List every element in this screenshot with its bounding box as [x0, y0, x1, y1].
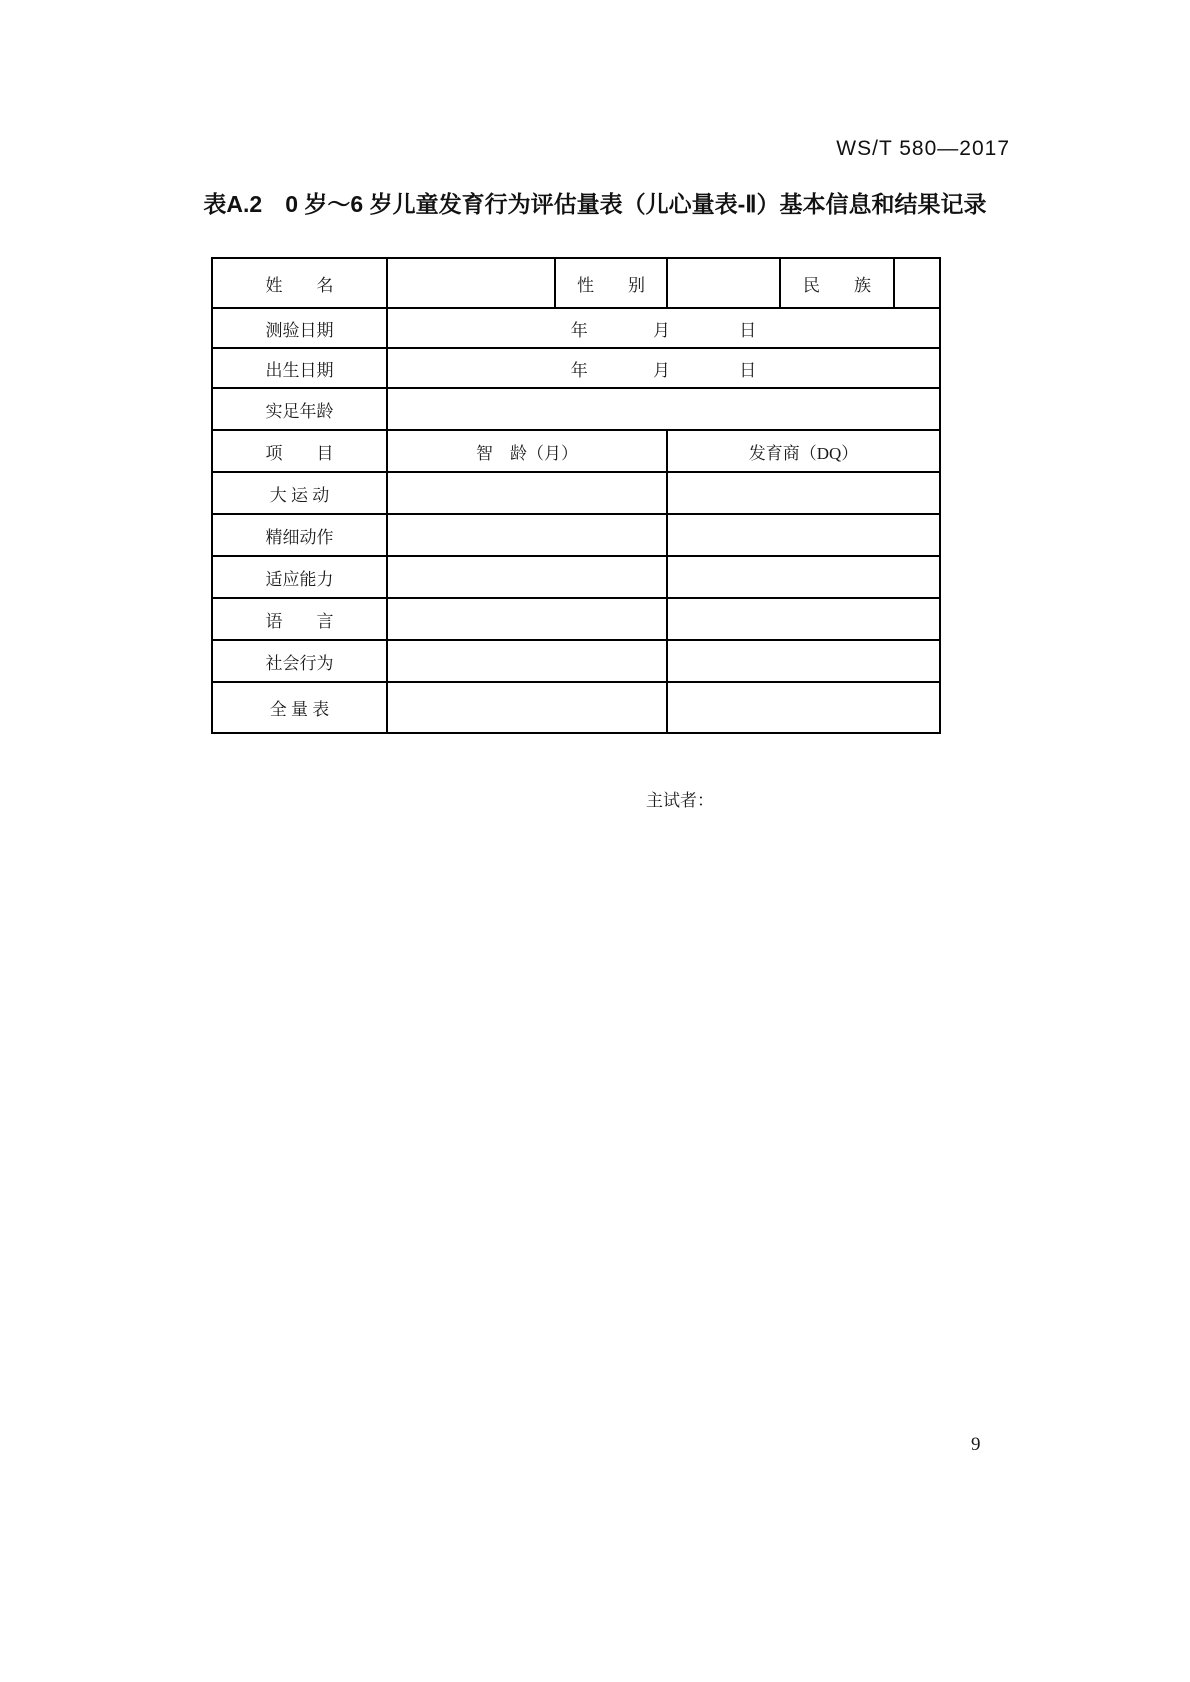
day-label: 日 [739, 320, 757, 340]
item-label-cell: 社会行为 [212, 640, 387, 682]
row-fine-motor [212, 514, 940, 556]
month-label: 月 [653, 360, 670, 380]
birth-date-value-cell [387, 348, 940, 388]
test-date-value-cell [387, 308, 940, 348]
row-name-gender-ethnicity [212, 258, 940, 308]
page-number: 9 [971, 1434, 981, 1455]
gender-value-cell [667, 258, 780, 308]
row-test-date [212, 308, 940, 348]
standard-number: WS/T 580—2017 [836, 137, 1010, 160]
mental-age-column-header-cell: 智 龄（月） [387, 430, 667, 472]
dq-value-cell [667, 682, 940, 733]
test-date-label-cell: 测验日期 [212, 308, 387, 348]
mental-age-value-cell [387, 640, 667, 682]
row-social-behavior [212, 640, 940, 682]
year-label: 年 [570, 320, 588, 340]
name-value-cell [387, 258, 555, 308]
gender-label-cell: 性 别 [555, 258, 667, 308]
table-caption: 表A.2 0 岁～6 岁儿童发育行为评估量表（儿心量表-Ⅱ）基本信息和结果记录 [203, 191, 987, 217]
dq-value-cell [667, 598, 940, 640]
mental-age-value-cell [387, 514, 667, 556]
ethnicity-label-cell: 民 族 [780, 258, 894, 308]
row-full-scale [212, 682, 940, 733]
mental-age-value-cell [387, 682, 667, 733]
row-actual-age [212, 388, 940, 430]
item-label-cell: 精细动作 [212, 514, 387, 556]
mental-age-value-cell [387, 556, 667, 598]
birth-date-label-cell: 出生日期 [212, 348, 387, 388]
ethnicity-value-cell [894, 258, 940, 308]
row-birth-date [212, 348, 940, 388]
item-label-cell: 适应能力 [212, 556, 387, 598]
row-language [212, 598, 940, 640]
examiner-label: 主试者： [646, 791, 714, 810]
dq-column-header-cell: 发育商（DQ） [667, 430, 940, 472]
dq-value-cell [667, 472, 940, 514]
row-column-headers [212, 430, 940, 472]
dq-value-cell [667, 514, 940, 556]
dq-value-cell [667, 640, 940, 682]
mental-age-value-cell [387, 472, 667, 514]
month-label: 月 [653, 320, 670, 340]
actual-age-value-cell [387, 388, 940, 430]
dq-value-cell [667, 556, 940, 598]
day-label: 日 [739, 360, 757, 380]
row-gross-motor [212, 472, 940, 514]
item-column-header-cell: 项 目 [212, 430, 387, 472]
item-label-cell: 大 运 动 [212, 472, 387, 514]
item-label-cell: 全 量 表 [212, 682, 387, 733]
name-label-cell: 姓 名 [212, 258, 387, 308]
item-label-cell: 语 言 [212, 598, 387, 640]
actual-age-label-cell: 实足年龄 [212, 388, 387, 430]
year-label: 年 [570, 360, 588, 380]
record-form-table [211, 257, 941, 734]
mental-age-value-cell [387, 598, 667, 640]
row-adaptability [212, 556, 940, 598]
